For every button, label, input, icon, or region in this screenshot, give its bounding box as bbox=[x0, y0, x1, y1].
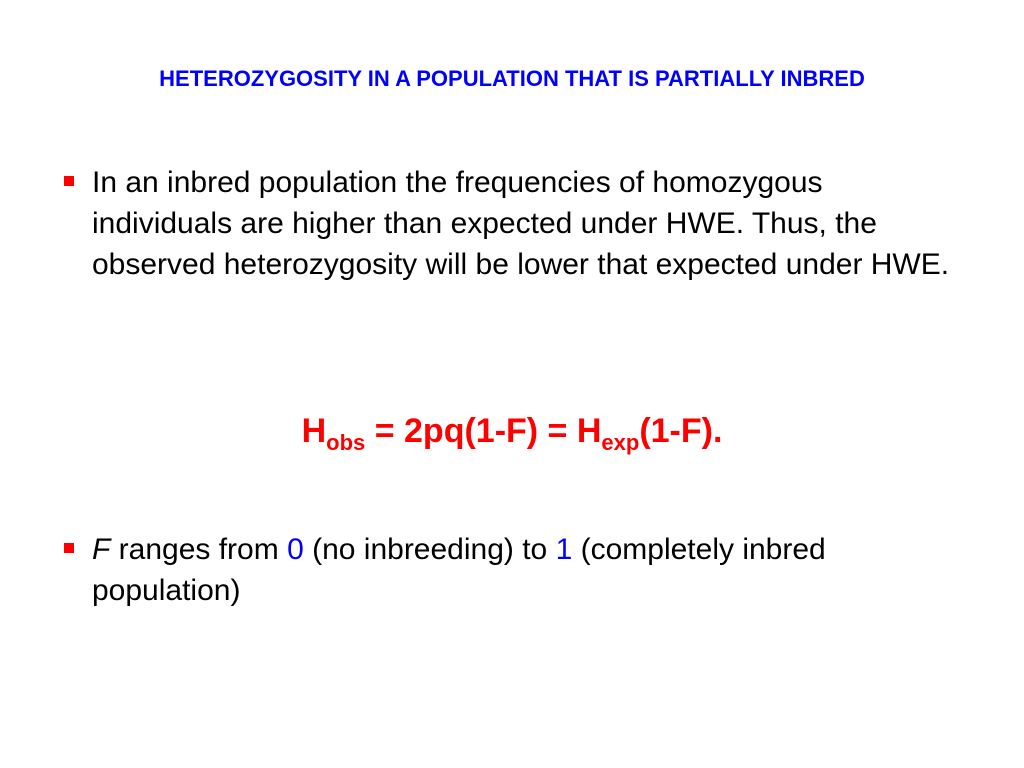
formula-sub-obs: obs bbox=[326, 430, 366, 455]
bullet-text-part: ranges from bbox=[110, 533, 288, 566]
formula-end: (1-F). bbox=[639, 412, 723, 450]
value-zero: 0 bbox=[287, 533, 304, 566]
square-bullet-icon bbox=[64, 543, 74, 553]
bullet-text bbox=[92, 529, 958, 611]
formula-middle: = 2pq(1-F) = H bbox=[365, 412, 602, 450]
formula-h-obs: H bbox=[301, 412, 327, 450]
square-bullet-icon bbox=[64, 176, 74, 186]
bullet-item-inbred-population bbox=[58, 162, 958, 285]
bullet-text: In an inbred population the frequencies of homozygous individuals are higher than expected under HWE. Thus, the observed heterozygosity will be lower that expected under HWE. bbox=[92, 166, 950, 281]
bullet-text-part: (completely inbred population) bbox=[92, 533, 826, 607]
variable-f: F bbox=[92, 533, 111, 566]
value-one: 1 bbox=[555, 533, 573, 566]
bullet-text-part: (no inbreeding) to bbox=[303, 533, 556, 566]
slide-title: HETEROZYGOSITY IN A POPULATION THAT IS PARTIALLY INBRED bbox=[159, 66, 865, 91]
bullet-item-f-range bbox=[58, 529, 958, 611]
formula-sub-exp: exp bbox=[601, 430, 640, 455]
heterozygosity-formula bbox=[0, 412, 1024, 455]
